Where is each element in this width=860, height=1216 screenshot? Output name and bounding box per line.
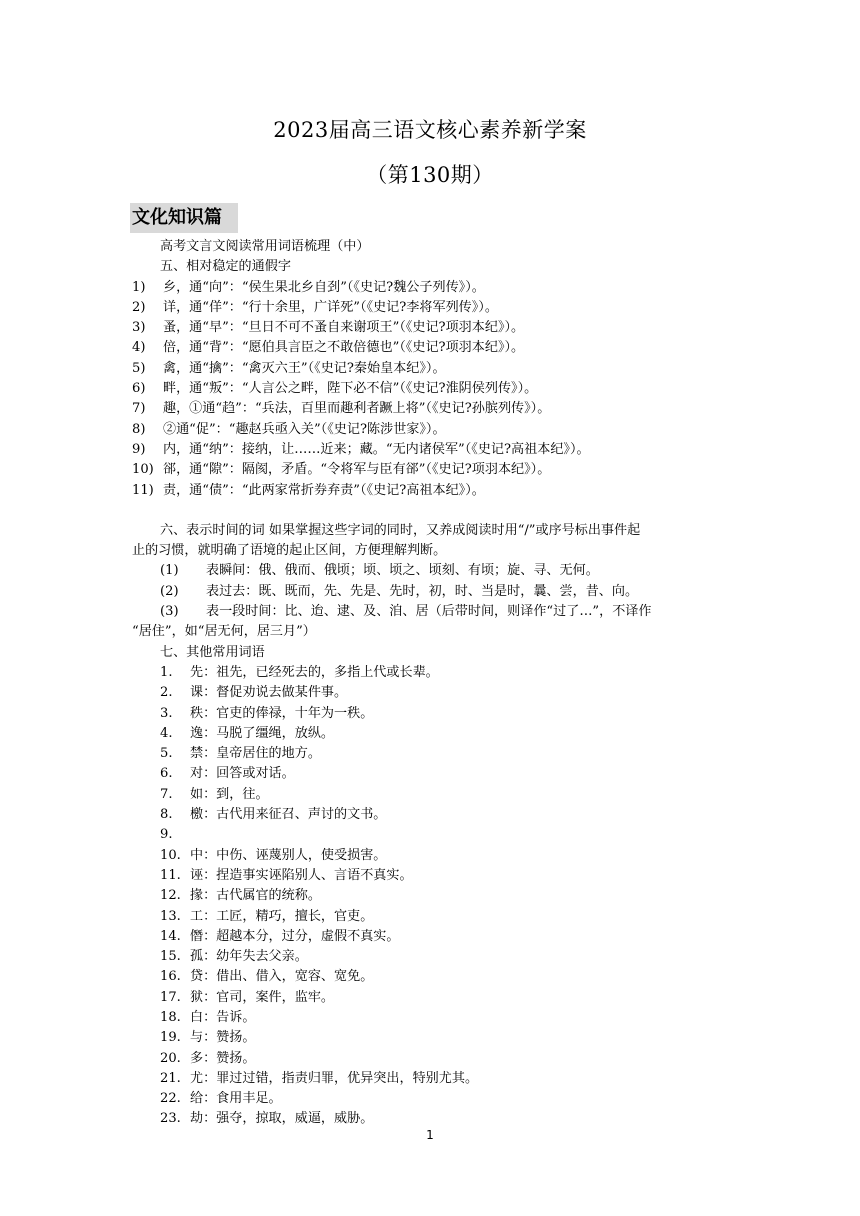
list-item-text: 表过去：既、既而，先、先是、先时，初，时、当是时，曩、尝，昔、向。 xyxy=(206,583,639,599)
page-number: 1 xyxy=(426,1128,434,1142)
list-item-text: 白：告诉。 xyxy=(190,1009,256,1025)
list-item-text: 中：中伤、诬蔑别人，使受损害。 xyxy=(190,847,387,863)
list-item-number: 4) xyxy=(132,340,146,356)
list-item xyxy=(132,460,732,480)
list-item-text: 秩：官吏的俸禄，十年为一秩。 xyxy=(190,705,374,721)
list-item-text: 诬：捏造事实诬陷别人、言语不真实。 xyxy=(190,867,413,883)
list-item xyxy=(132,947,732,967)
part6-heading-line2: 止的习惯，就明确了语境的起止区间，方便理解判断。 xyxy=(132,543,447,559)
list-item-number: 2) xyxy=(132,299,146,315)
list-item xyxy=(132,399,732,419)
list-item-number: 3) xyxy=(132,320,146,336)
list-item-number: 19. xyxy=(160,1030,181,1046)
list-item-number: 15. xyxy=(160,949,181,965)
list-item-text: 狱：官司，案件，监牢。 xyxy=(190,989,335,1005)
list-item-text: 尤：罪过过错，指责归罪，优异突出，特别尤其。 xyxy=(190,1070,479,1086)
part5-heading: 五、相对稳定的通假字 xyxy=(160,259,291,275)
list-item-text: 掾：古代属官的统称。 xyxy=(190,888,321,904)
list-item-text: 郤，通“隙”：隔阂，矛盾。“令将军与臣有郤”（《史记?项羽本纪》）。 xyxy=(163,462,551,478)
list-item-number: 17. xyxy=(160,989,181,1005)
list-item xyxy=(132,724,732,744)
list-item xyxy=(132,967,732,987)
list-item-text: 禽，通“擒”：“禽灭六王”（《史记?秦始皇本纪》）。 xyxy=(163,360,446,376)
list-item xyxy=(132,764,732,784)
list-item xyxy=(132,481,732,501)
list-item xyxy=(132,338,732,358)
list-item-number: 5) xyxy=(132,360,146,376)
list-item-number: (1) xyxy=(160,563,179,579)
list-item xyxy=(132,663,732,683)
list-item xyxy=(132,907,732,927)
list-item xyxy=(132,927,732,947)
list-item-text: ②通“促”：“趣赵兵亟入关”（《史记?陈涉世家》）。 xyxy=(163,421,446,437)
list-item-number: 14. xyxy=(160,928,181,944)
list-item xyxy=(132,1028,732,1048)
list-item xyxy=(132,866,732,886)
list-item-number: 11) xyxy=(132,482,154,498)
list-item xyxy=(132,359,732,379)
list-item-number: 7. xyxy=(160,786,173,802)
list-item xyxy=(132,1109,732,1129)
list-item-text: 内，通“纳”：接纳，让……近来；藏。“无内诸侯军”（《史记?高祖本纪》）。 xyxy=(163,441,590,457)
list-item-number: (3) xyxy=(160,604,179,620)
list-item xyxy=(132,318,732,338)
list-item-number: 23. xyxy=(160,1111,181,1127)
list-item xyxy=(132,744,732,764)
section-heading-text: 文化知识篇 xyxy=(132,207,222,228)
list-item-number: 12. xyxy=(160,888,181,904)
part5-list xyxy=(132,278,732,501)
list-item-number: 6) xyxy=(132,381,146,397)
list-item-text: 劫：强夺，掠取，威逼，威胁。 xyxy=(190,1111,374,1127)
list-item-number: 5. xyxy=(160,746,173,762)
list-item-number: 18. xyxy=(160,1009,181,1025)
list-item-number: 6. xyxy=(160,766,173,782)
document-body xyxy=(132,237,732,1130)
list-item-text: 檄：古代用来征召、声讨的文书。 xyxy=(190,807,387,823)
part6-heading-line1: 六、表示时间的词 如果掌握这些字词的同时，又养成阅读时用“/”或序号标出事件起 xyxy=(160,522,641,538)
list-item-number: 16. xyxy=(160,969,181,985)
list-item-number: 10. xyxy=(160,847,181,863)
list-item xyxy=(132,1089,732,1109)
intro-line: 高考文言文阅读常用词语梳理（中） xyxy=(160,239,370,254)
list-item xyxy=(132,825,732,845)
list-item-text: 表一段时间：比、迨、逮、及、洎、居（后带时间，则译作“过了…”，不译作 xyxy=(206,604,652,620)
list-item xyxy=(132,1008,732,1028)
list-item-text: 畔，通“叛”：“人言公之畔，陛下必不信”（《史记?淮阴侯列传》）。 xyxy=(163,381,538,397)
list-item xyxy=(132,440,732,460)
list-item-number: 1) xyxy=(132,279,146,295)
list-item-text: 逸：马脱了缰绳，放纵。 xyxy=(190,725,335,741)
list-item xyxy=(132,278,732,298)
list-item xyxy=(132,602,732,622)
list-item-text: 蚤，通“早”：“旦日不可不蚤自来谢项王”（《史记?项羽本纪》）。 xyxy=(163,320,525,336)
list-item-text: 如：到，往。 xyxy=(190,786,269,802)
list-item-number: 2. xyxy=(160,685,173,701)
list-item-text: 对：回答或对话。 xyxy=(190,766,295,782)
list-item-text: 倍，通“背”：“愿伯具言臣之不敢倍德也”（《史记?项羽本纪》）。 xyxy=(163,340,525,356)
list-item-text: 贷：借出、借入，宽容、宽免。 xyxy=(190,969,374,985)
section-heading xyxy=(130,203,238,233)
list-item-number: 7) xyxy=(132,401,146,417)
list-item-number: (2) xyxy=(160,583,179,599)
list-item-number: 21. xyxy=(160,1070,181,1086)
list-item-text: 详，通“佯”：“行十余里，广详死”（《史记?李将军列传》）。 xyxy=(163,299,498,315)
list-item-number: 20. xyxy=(160,1050,181,1066)
list-item xyxy=(132,561,732,581)
part7-heading: 七、其他常用词语 xyxy=(160,644,265,660)
list-item-number: 1. xyxy=(160,664,173,680)
part6-list xyxy=(132,561,732,622)
list-item-number: 10) xyxy=(132,462,154,478)
list-item xyxy=(132,582,732,602)
document-title: 2023届高三语文核心素养新学案 xyxy=(273,118,587,142)
list-item-number: 8. xyxy=(160,807,173,823)
list-item-text: 表瞬间：俄、俄而、俄顷；顷、顷之、顷刻、有顷；旋、寻、无何。 xyxy=(206,563,599,579)
document-subtitle: （第130期） xyxy=(366,163,494,187)
list-item-number: 13. xyxy=(160,908,181,924)
list-item-number: 11. xyxy=(160,867,181,883)
list-item xyxy=(132,704,732,724)
list-item-text: 给：食用丰足。 xyxy=(190,1091,282,1107)
list-item-text: 乡，通“向”：“侯生果北乡自刭”（《史记?魏公子列传》）。 xyxy=(163,279,485,295)
list-item-text: 先：祖先，已经死去的，多指上代或长辈。 xyxy=(190,664,439,680)
list-item-text: 与：赞扬。 xyxy=(190,1030,256,1046)
list-item-text: 禁：皇帝居住的地方。 xyxy=(190,746,321,762)
list-item xyxy=(132,420,732,440)
list-item-number: 9) xyxy=(132,441,146,457)
list-item-text: 责，通“债”：“此两家常折券弃责”（《史记?高祖本纪》）。 xyxy=(163,482,485,498)
list-item xyxy=(132,298,732,318)
list-item-number: 9. xyxy=(160,827,173,843)
list-item-number: 4. xyxy=(160,725,173,741)
list-item xyxy=(132,1049,732,1069)
list-item xyxy=(132,1069,732,1089)
list-item-number: 3. xyxy=(160,705,173,721)
part6-item3-line2: “居住”，如“居无何，居三月”） xyxy=(132,624,316,640)
list-item xyxy=(132,988,732,1008)
list-item-text: 孤：幼年失去父亲。 xyxy=(190,949,308,965)
list-item xyxy=(132,379,732,399)
list-item-text: 僭：超越本分，过分，虚假不真实。 xyxy=(190,928,400,944)
list-item xyxy=(132,805,732,825)
list-item xyxy=(132,785,732,805)
list-item-text: 趣，①通“趋”：“兵法，百里而趣利者蹶上将”（《史记?孙膑列传》）。 xyxy=(163,401,551,417)
part7-list xyxy=(132,663,732,1130)
list-item-text: 工：工匠，精巧，擅长，官吏。 xyxy=(190,908,374,924)
list-item-number: 8) xyxy=(132,421,146,437)
list-item-number: 22. xyxy=(160,1091,181,1107)
list-item xyxy=(132,886,732,906)
list-item-text: 课：督促劝说去做某件事。 xyxy=(190,685,348,701)
list-item xyxy=(132,683,732,703)
list-item-text: 多：赞扬。 xyxy=(190,1050,256,1066)
list-item xyxy=(132,846,732,866)
